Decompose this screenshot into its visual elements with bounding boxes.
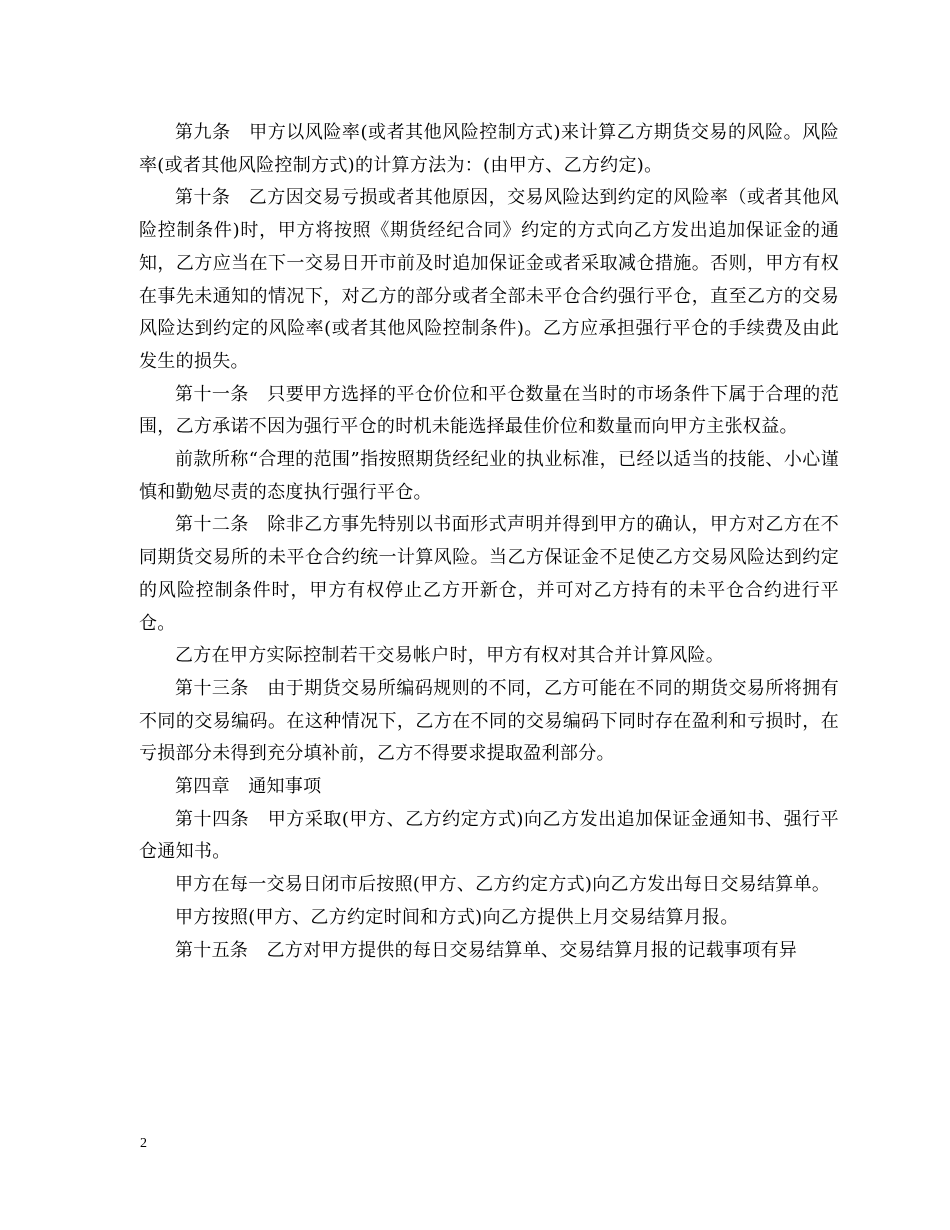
paragraph-monthly-report: 甲方按照(甲方、乙方约定时间和方式)向乙方提供上月交易结算月报。 <box>175 906 739 928</box>
page-number: 2 <box>140 1136 147 1151</box>
paragraph-article-14: 第十四条 甲方采取(甲方、乙方约定方式)向乙方发出追加保证金通知书、强行平仓通知书。 <box>139 808 839 863</box>
paragraph-combined-risk: 乙方在甲方实际控制若干交易帐户时，甲方有权对其合并计算风险。 <box>175 645 724 667</box>
paragraph-reasonable-scope: 前款所称“合理的范围”指按照期货经纪业的执业标准，已经以适当的技能、小心谨慎和勤勉尽责的态度执行强行平仓。 <box>139 449 839 503</box>
paragraph-article-10: 第十条 乙方因交易亏损或者其他原因，交易风险达到约定的风险率（或者其他风险控制条件)时，甲方将按照《期货经纪合同》约定的方式向乙方发出追加保证金的通知，乙方应当在下一交易日开市前及时追加保证金或者采取减仓措施。否则，甲方有权在事先未通知的情况下，对乙方的部分或者全部未平仓合约强行平仓，直至乙方的交易风险达到约定的风险率(或者其他风险控制条件)。乙方应承担强行平仓的手续费及由此发生的损失。 <box>139 187 839 372</box>
chapter-heading-notice: 第四章 通知事项 <box>175 776 322 798</box>
paragraph-article-9: 第九条 甲方以风险率(或者其他风险控制方式)来计算乙方期货交易的风险。风险率(或者其他风险控制方式)的计算方法为：(由甲方、乙方约定)。 <box>139 122 839 176</box>
paragraph-daily-statement: 甲方在每一交易日闭市后按照(甲方、乙方约定方式)向乙方发出每日交易结算单。 <box>175 874 831 896</box>
paragraph-article-12: 第十二条 除非乙方事先特别以书面形式声明并得到甲方的确认，甲方对乙方在不同期货交易所的未平仓合约统一计算风险。当乙方保证金不足使乙方交易风险达到约定的风险控制条件时，甲方有权停止乙方开新仓，并可对乙方持有的未平仓合约进行平仓。 <box>139 514 839 634</box>
document-body <box>139 117 839 967</box>
paragraph-article-11: 第十一条 只要甲方选择的平仓价位和平仓数量在当时的市场条件下属于合理的范围，乙方承诺不因为强行平仓的时机未能选择最佳价位和数量而向甲方主张权益。 <box>139 383 839 438</box>
paragraph-article-13: 第十三条 由于期货交易所编码规则的不同，乙方可能在不同的期货交易所将拥有不同的交易编码。在这种情况下，乙方在不同的交易编码下同时存在盈利和亏损时，在亏损部分未得到充分填补前，乙方不得要求提取盈利部分。 <box>139 677 839 765</box>
paragraph-article-15: 第十五条 乙方对甲方提供的每日交易结算单、交易结算月报的记载事项有异 <box>175 939 798 961</box>
